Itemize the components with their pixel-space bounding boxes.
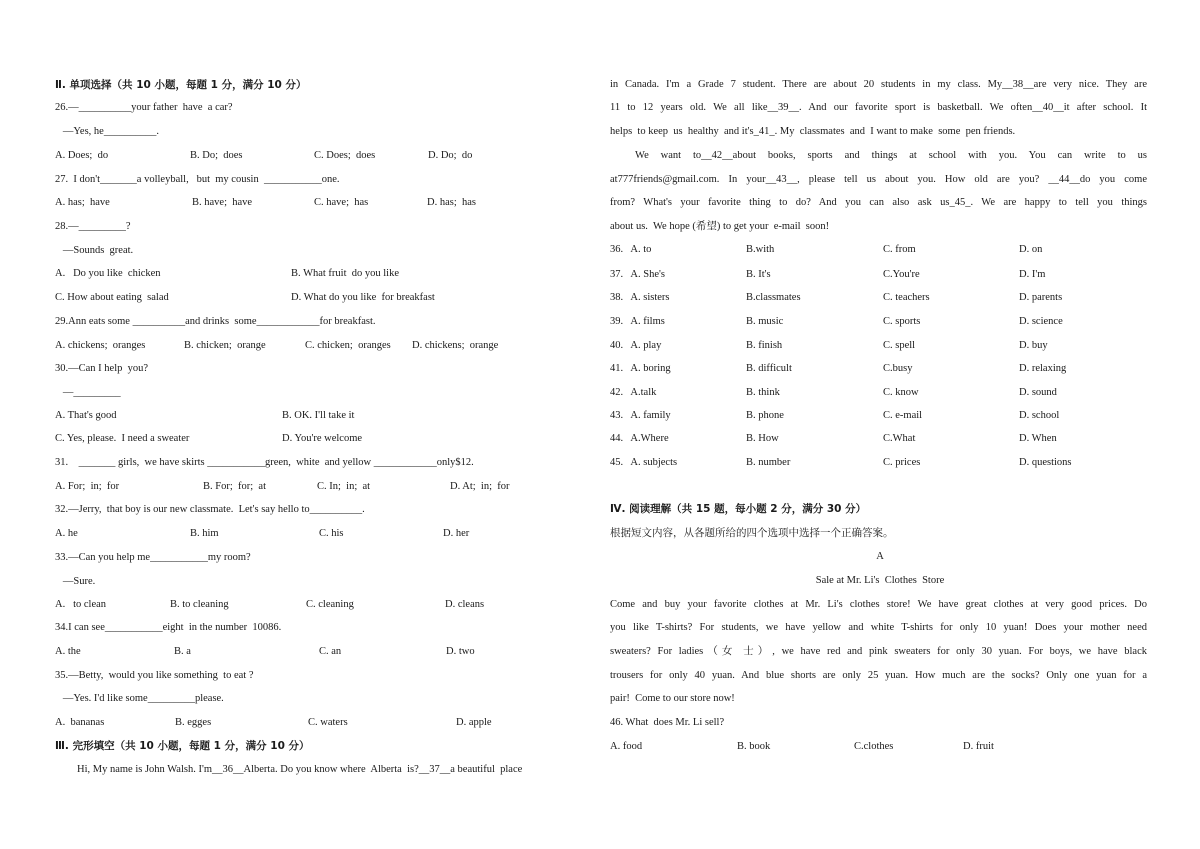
option-30-d: D. You're welcome — [282, 433, 363, 444]
option-29-a: A. chickens; oranges — [55, 340, 146, 351]
option-27-c: C. have; has — [314, 197, 369, 208]
option-37-c: C.You're — [883, 269, 920, 280]
option-40-d: D. buy — [1019, 340, 1048, 351]
option-28-b: B. What fruit do you like — [291, 268, 399, 279]
option-35-b: B. egges — [175, 717, 212, 728]
option-30-a: A. That's good — [55, 410, 117, 421]
section-4-title: Ⅳ. 阅读理解（共 15 题，每小题 2 分，满分 30 分） — [610, 503, 867, 515]
option-43-b: B. phone — [746, 410, 784, 421]
passage-title: Sale at Mr. Li's Clothes Store — [815, 575, 945, 586]
option-45-c: C. prices — [883, 457, 921, 468]
option-29-b: B. chicken; orange — [184, 340, 266, 351]
question-46: 46. What does Mr. Li sell? — [610, 717, 725, 728]
option-36-b: B.with — [746, 244, 775, 255]
option-32-c: C. his — [319, 528, 344, 539]
option-32-b: B. him — [190, 528, 219, 539]
option-31-d: D. At; in; for — [450, 481, 510, 492]
question-35: 35.—Betty, would you like something to eat ? — [55, 670, 254, 681]
option-40-c: C. spell — [883, 340, 916, 351]
question-33-answer-line: —Sure. — [55, 576, 96, 587]
cloze-passage-line-4: helps to keep us healthy and it's_41_. My classmates and I want to make some pen friends. — [610, 126, 1016, 137]
option-36-a: 36. A. to — [610, 244, 652, 255]
option-38-a: 38. A. sisters — [610, 292, 670, 303]
option-27-b: B. have; have — [192, 197, 253, 208]
question-33: 33.—Can you help me___________my room? — [55, 552, 251, 563]
option-45-d: D. questions — [1019, 457, 1072, 468]
cloze-passage-line-1: Hi, My name is John Walsh. I'm__36__Alberta. Do you know where Alberta is?__37__a beautiful place — [77, 764, 523, 775]
question-31: 31. _______ girls, we have skirts ___________green, white and yellow ____________only$12. — [55, 457, 474, 468]
question-30-answer-line: —_________ — [55, 387, 121, 398]
option-44-b: B. How — [746, 433, 779, 444]
question-26: 26.—__________your father have a car? — [55, 102, 233, 113]
question-32: 32.—Jerry, that boy is our new classmate. Let's say hello to__________. — [55, 504, 365, 515]
passage-line-3: sweaters? For ladies（女 士）, we have red and pink sweaters for only 30 yuan. For boys, we have black — [610, 646, 1147, 657]
option-26-d: D. Do; do — [428, 150, 473, 161]
option-26-a: A. Does; do — [55, 150, 109, 161]
option-39-d: D. science — [1019, 316, 1063, 327]
option-42-b: B. think — [746, 387, 780, 398]
option-41-a: 41. A. boring — [610, 363, 671, 374]
option-43-d: D. school — [1019, 410, 1060, 421]
option-27-a: A. has; have — [55, 197, 110, 208]
option-38-b: B.classmates — [746, 292, 801, 303]
option-38-d: D. parents — [1019, 292, 1063, 303]
section-2-title: Ⅱ. 单项选择（共 10 小题，每题 1 分，满分 10 分） — [55, 79, 307, 91]
option-30-b: B. OK. I'll take it — [282, 410, 355, 421]
question-28: 28.—_________? — [55, 221, 131, 232]
question-34: 34.I can see___________eight in the number 10086. — [55, 622, 282, 633]
option-45-b: B. number — [746, 457, 791, 468]
option-37-d: D. I'm — [1019, 269, 1046, 280]
passage-line-5: pair! Come to our store now! — [610, 693, 735, 704]
passage-line-4: trousers for only 40 yuan. And blue shorts are only 25 yuan. How much are the socks? Only one yuan for a — [610, 670, 1147, 681]
question-29: 29.Ann eats some __________and drinks some____________for breakfast. — [55, 316, 376, 327]
cloze-passage-line-7: from? What's your favorite thing to do? And you can also ask us_45_. We are happy to tell you things — [610, 197, 1147, 208]
option-42-d: D. sound — [1019, 387, 1057, 398]
option-41-b: B. difficult — [746, 363, 792, 374]
option-32-a: A. he — [55, 528, 78, 539]
option-36-d: D. on — [1019, 244, 1043, 255]
option-33-d: D. cleans — [445, 599, 485, 610]
option-35-d: D. apple — [456, 717, 492, 728]
cloze-passage-line-2: in Canada. I'm a Grade 7 student. There are about 20 students in my class. My__38__are very nice. They are — [610, 79, 1147, 90]
option-31-a: A. For; in; for — [55, 481, 120, 492]
option-27-d: D. has; has — [427, 197, 476, 208]
option-33-c: C. cleaning — [306, 599, 354, 610]
option-26-b: B. Do; does — [190, 150, 243, 161]
option-29-d: D. chickens; orange — [412, 340, 499, 351]
option-39-c: C. sports — [883, 316, 921, 327]
option-46-a: A. food — [610, 741, 643, 752]
option-36-c: C. from — [883, 244, 916, 255]
passage-line-1: Come and buy your favorite clothes at Mr. Li's clothes store! We have great clothes at very good prices. Do — [610, 599, 1147, 610]
option-43-c: C. e-mail — [883, 410, 923, 421]
option-39-b: B. music — [746, 316, 784, 327]
option-34-d: D. two — [446, 646, 475, 657]
option-29-c: C. chicken; oranges — [305, 340, 391, 351]
passage-label: A — [876, 551, 884, 562]
option-34-c: C. an — [319, 646, 342, 657]
option-44-a: 44. A.Where — [610, 433, 669, 444]
cloze-passage-line-8: about us. We hope (希望) to get your e-mail soon! — [610, 221, 830, 232]
option-40-a: 40. A. play — [610, 340, 662, 351]
option-44-d: D. When — [1019, 433, 1057, 444]
option-26-c: C. Does; does — [314, 150, 376, 161]
option-35-a: A. bananas — [55, 717, 105, 728]
option-34-b: B. a — [174, 646, 191, 657]
option-46-d: D. fruit — [963, 741, 994, 752]
option-37-a: 37. A. She's — [610, 269, 665, 280]
option-31-c: C. In; in; at — [317, 481, 371, 492]
option-39-a: 39. A. films — [610, 316, 665, 327]
option-28-c: C. How about eating salad — [55, 292, 169, 303]
option-42-a: 42. A.talk — [610, 387, 657, 398]
question-35-answer-line: —Yes. I'd like some_________please. — [55, 693, 224, 704]
cloze-passage-line-5: We want to__42__about books, sports and things at school with you. You can write to us — [635, 150, 1147, 161]
option-31-b: B. For; for; at — [203, 481, 266, 492]
question-27: 27. I don't_______a volleyball, but my cousin ___________one. — [55, 174, 340, 185]
option-30-c: C. Yes, please. I need a sweater — [55, 433, 190, 444]
option-43-a: 43. A. family — [610, 410, 671, 421]
option-33-b: B. to cleaning — [170, 599, 229, 610]
cloze-passage-line-3: 11 to 12 years old. We all like__39__. And our favorite sport is basketball. We often__40__it after school. It — [610, 102, 1147, 113]
option-45-a: 45. A. subjects — [610, 457, 678, 468]
option-28-d: D. What do you like for breakfast — [291, 292, 435, 303]
option-40-b: B. finish — [746, 340, 783, 351]
option-32-d: D. her — [443, 528, 470, 539]
passage-line-2: you like T-shirts? For students, we have yellow and white T-shirts for only 10 yuan! Does your mother need — [610, 622, 1147, 633]
question-26-answer-line: —Yes, he__________. — [55, 126, 159, 137]
option-41-d: D. relaxing — [1019, 363, 1067, 374]
question-30: 30.—Can I help you? — [55, 363, 149, 374]
option-41-c: C.busy — [883, 363, 913, 374]
cloze-passage-line-6: at777friends@gmail.com. In your__43__, please tell us about you. How old are you? __44__do you come — [610, 174, 1147, 185]
option-42-c: C. know — [883, 387, 919, 398]
option-46-b: B. book — [737, 741, 771, 752]
option-44-c: C.What — [883, 433, 916, 444]
section-4-instruction: 根据短文内容，从各题所给的四个选项中选择一个正确答案。 — [610, 527, 894, 539]
option-37-b: B. It's — [746, 269, 771, 280]
option-46-c: C.clothes — [854, 741, 894, 752]
option-28-a: A. Do you like chicken — [55, 268, 161, 279]
section-3-title: Ⅲ. 完形填空（共 10 小题，每题 1 分，满分 10 分） — [55, 740, 310, 752]
option-34-a: A. the — [55, 646, 81, 657]
option-38-c: C. teachers — [883, 292, 930, 303]
option-35-c: C. waters — [308, 717, 348, 728]
option-33-a: A. to clean — [55, 599, 107, 610]
question-28-answer-line: —Sounds great. — [55, 245, 134, 256]
